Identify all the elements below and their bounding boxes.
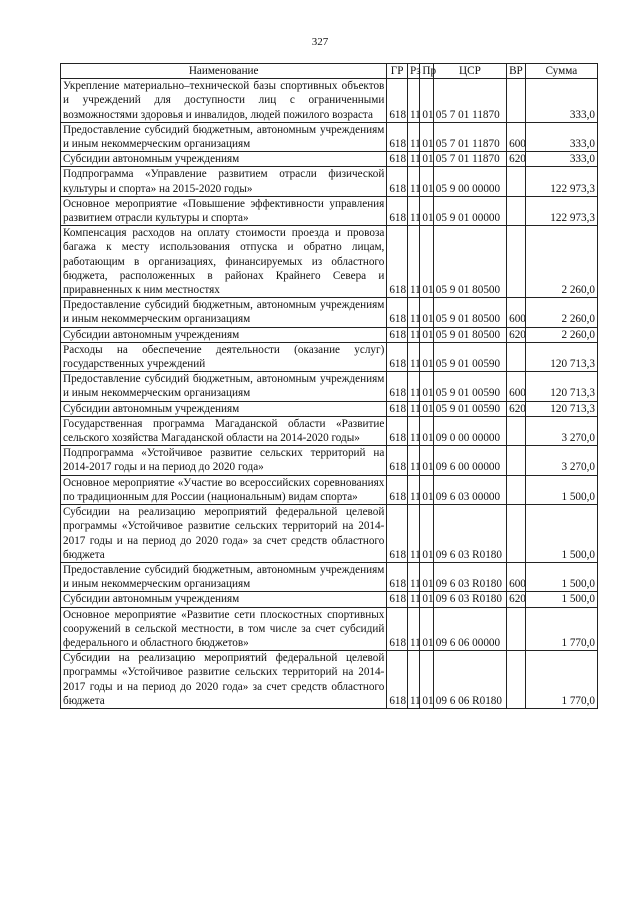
cell-pr: 01 — [420, 167, 433, 196]
cell-pr: 01 — [420, 416, 433, 445]
cell-pr: 01 — [420, 475, 433, 504]
table-row — [61, 651, 598, 709]
cell-rz: 11 — [407, 607, 419, 651]
cell-vr: 600 — [507, 298, 526, 327]
cell-rz: 11 — [407, 592, 419, 607]
cell-sum: 1 500,0 — [525, 592, 597, 607]
cell-name: Основное мероприятие «Повышение эффективности управления развитием отрасли культуры и спорта» — [61, 196, 387, 225]
cell-rz: 11 — [407, 79, 419, 123]
cell-pr: 01 — [420, 592, 433, 607]
cell-rz: 11 — [407, 152, 419, 167]
cell-csr: 05 9 01 80500 — [433, 298, 506, 327]
header-gr: ГР — [387, 64, 408, 79]
cell-name: Государственная программа Магаданской области «Развитие сельского хозяйства Магаданской области на 2014-2020 годы» — [61, 416, 387, 445]
cell-sum: 333,0 — [525, 152, 597, 167]
cell-vr — [507, 342, 526, 371]
cell-sum: 333,0 — [525, 79, 597, 123]
cell-gr: 618 — [387, 475, 408, 504]
cell-sum: 1 770,0 — [525, 651, 597, 709]
cell-csr: 09 6 00 00000 — [433, 446, 506, 475]
table-row — [61, 372, 598, 401]
cell-vr: 600 — [507, 562, 526, 591]
cell-vr: 620 — [507, 592, 526, 607]
table-row — [61, 475, 598, 504]
table-row — [61, 167, 598, 196]
cell-pr: 01 — [420, 651, 433, 709]
budget-table — [60, 63, 598, 709]
cell-pr: 01 — [420, 505, 433, 563]
cell-rz: 11 — [407, 401, 419, 416]
cell-pr: 01 — [420, 196, 433, 225]
cell-rz: 11 — [407, 651, 419, 709]
cell-vr — [507, 505, 526, 563]
cell-vr — [507, 167, 526, 196]
cell-name: Субсидии автономным учреждениям — [61, 152, 387, 167]
cell-csr: 05 9 01 80500 — [433, 226, 506, 298]
cell-vr — [507, 226, 526, 298]
cell-gr: 618 — [387, 79, 408, 123]
table-row — [61, 607, 598, 651]
cell-rz: 11 — [407, 562, 419, 591]
cell-vr — [507, 475, 526, 504]
cell-gr: 618 — [387, 446, 408, 475]
cell-csr: 09 6 03 R0180 — [433, 562, 506, 591]
cell-rz: 11 — [407, 226, 419, 298]
cell-name: Предоставление субсидий бюджетным, автономным учреждениям и иным некоммерческим организациям — [61, 562, 387, 591]
cell-gr: 618 — [387, 401, 408, 416]
cell-sum: 1 500,0 — [525, 562, 597, 591]
cell-csr: 05 9 01 00590 — [433, 342, 506, 371]
cell-name: Расходы на обеспечение деятельности (оказание услуг) государственных учреждений — [61, 342, 387, 371]
cell-gr: 618 — [387, 342, 408, 371]
cell-rz: 11 — [407, 446, 419, 475]
cell-csr: 05 7 01 11870 — [433, 152, 506, 167]
cell-pr: 01 — [420, 152, 433, 167]
cell-rz: 11 — [407, 416, 419, 445]
cell-gr: 618 — [387, 607, 408, 651]
cell-gr: 618 — [387, 196, 408, 225]
header-pr: Пр — [420, 64, 433, 79]
cell-vr: 620 — [507, 401, 526, 416]
cell-gr: 618 — [387, 167, 408, 196]
cell-pr: 01 — [420, 446, 433, 475]
cell-pr: 01 — [420, 226, 433, 298]
cell-rz: 11 — [407, 475, 419, 504]
cell-name: Предоставление субсидий бюджетным, автономным учреждениям и иным некоммерческим организациям — [61, 298, 387, 327]
header-name: Наименование — [61, 64, 387, 79]
cell-rz: 11 — [407, 122, 419, 151]
cell-rz: 11 — [407, 196, 419, 225]
table-row — [61, 152, 598, 167]
cell-gr: 618 — [387, 562, 408, 591]
cell-gr: 618 — [387, 226, 408, 298]
cell-rz: 11 — [407, 167, 419, 196]
cell-vr — [507, 79, 526, 123]
cell-rz: 11 — [407, 327, 419, 342]
cell-pr: 01 — [420, 342, 433, 371]
cell-name: Укрепление материально–технической базы спортивных объектов и учреждений для доступности лиц с ограниченными возможностями здоровья и инвалидов, людей пожилого возраста — [61, 79, 387, 123]
cell-pr: 01 — [420, 562, 433, 591]
header-csr: ЦСР — [433, 64, 506, 79]
cell-vr: 600 — [507, 122, 526, 151]
table-row — [61, 592, 598, 607]
cell-csr: 05 7 01 11870 — [433, 122, 506, 151]
cell-gr: 618 — [387, 298, 408, 327]
table-body — [61, 79, 598, 709]
cell-rz: 11 — [407, 505, 419, 563]
table-row — [61, 327, 598, 342]
header-sum: Сумма — [525, 64, 597, 79]
cell-gr: 618 — [387, 122, 408, 151]
cell-name: Субсидии автономным учреждениям — [61, 592, 387, 607]
table-row — [61, 196, 598, 225]
cell-sum: 2 260,0 — [525, 226, 597, 298]
cell-name: Компенсация расходов на оплату стоимости проезда и провоза багажа к месту использования отпуска и обратно лицам, работающим в организациях, финансируемых из областного бюджета, расположенных в районах Крайнего Севера и приравненных к ним местностях — [61, 226, 387, 298]
table-row — [61, 401, 598, 416]
cell-csr: 09 6 06 00000 — [433, 607, 506, 651]
cell-csr: 05 9 01 80500 — [433, 327, 506, 342]
cell-sum: 1 770,0 — [525, 607, 597, 651]
cell-vr — [507, 416, 526, 445]
cell-sum: 120 713,3 — [525, 342, 597, 371]
cell-name: Основное мероприятие «Участие во всероссийских соревнованиях по традиционным для России (национальным) видам спорта» — [61, 475, 387, 504]
cell-name: Субсидии автономным учреждениям — [61, 401, 387, 416]
cell-gr: 618 — [387, 327, 408, 342]
table-row — [61, 562, 598, 591]
cell-csr: 09 6 06 R0180 — [433, 651, 506, 709]
cell-csr: 05 9 01 00590 — [433, 372, 506, 401]
cell-vr: 620 — [507, 327, 526, 342]
cell-pr: 01 — [420, 298, 433, 327]
cell-name: Предоставление субсидий бюджетным, автономным учреждениям и иным некоммерческим организациям — [61, 372, 387, 401]
cell-rz: 11 — [407, 372, 419, 401]
cell-vr — [507, 196, 526, 225]
cell-pr: 01 — [420, 607, 433, 651]
cell-pr: 01 — [420, 79, 433, 123]
cell-rz: 11 — [407, 342, 419, 371]
cell-pr: 01 — [420, 401, 433, 416]
cell-csr: 05 9 01 00000 — [433, 196, 506, 225]
cell-rz: 11 — [407, 298, 419, 327]
cell-name: Подпрограмма «Управление развитием отрасли физической культуры и спорта» на 2015-2020 годы» — [61, 167, 387, 196]
table-row — [61, 416, 598, 445]
cell-name: Субсидии на реализацию мероприятий федеральной целевой программы «Устойчивое развитие сельских территорий на 2014-2017 годы и на период до 2020 года» за счет средств областного бюджета — [61, 505, 387, 563]
cell-sum: 2 260,0 — [525, 298, 597, 327]
cell-vr — [507, 607, 526, 651]
cell-sum: 1 500,0 — [525, 475, 597, 504]
table-header-row — [61, 64, 598, 79]
cell-gr: 618 — [387, 505, 408, 563]
cell-csr: 09 6 03 00000 — [433, 475, 506, 504]
table-row — [61, 298, 598, 327]
table-row — [61, 505, 598, 563]
cell-gr: 618 — [387, 152, 408, 167]
cell-sum: 2 260,0 — [525, 327, 597, 342]
cell-name: Субсидии автономным учреждениям — [61, 327, 387, 342]
page-number: 327 — [311, 36, 329, 48]
cell-gr: 618 — [387, 592, 408, 607]
cell-vr — [507, 446, 526, 475]
cell-vr: 600 — [507, 372, 526, 401]
cell-sum: 1 500,0 — [525, 505, 597, 563]
header-vr: ВР — [507, 64, 526, 79]
cell-pr: 01 — [420, 327, 433, 342]
cell-gr: 618 — [387, 372, 408, 401]
cell-vr — [507, 651, 526, 709]
cell-csr: 09 6 03 R0180 — [433, 505, 506, 563]
table-row — [61, 342, 598, 371]
cell-name: Предоставление субсидий бюджетным, автономным учреждениям и иным некоммерческим организациям — [61, 122, 387, 151]
cell-csr: 05 9 01 00590 — [433, 401, 506, 416]
table-row — [61, 446, 598, 475]
cell-csr: 05 9 00 00000 — [433, 167, 506, 196]
cell-gr: 618 — [387, 416, 408, 445]
cell-pr: 01 — [420, 122, 433, 151]
cell-sum: 120 713,3 — [525, 401, 597, 416]
cell-sum: 3 270,0 — [525, 416, 597, 445]
table-row — [61, 122, 598, 151]
cell-csr: 05 7 01 11870 — [433, 79, 506, 123]
cell-gr: 618 — [387, 651, 408, 709]
cell-name: Подпрограмма «Устойчивое развитие сельских территорий на 2014-2017 годы и на период до 2020 года» — [61, 446, 387, 475]
cell-sum: 122 973,3 — [525, 196, 597, 225]
table-row — [61, 79, 598, 123]
cell-sum: 333,0 — [525, 122, 597, 151]
cell-csr: 09 6 03 R0180 — [433, 592, 506, 607]
table-row — [61, 226, 598, 298]
cell-name: Субсидии на реализацию мероприятий федеральной целевой программы «Устойчивое развитие сельских территорий на 2014-2017 годы и на период до 2020 года» за счет средств областного бюджета — [61, 651, 387, 709]
cell-sum: 3 270,0 — [525, 446, 597, 475]
cell-name: Основное мероприятие «Развитие сети плоскостных спортивных сооружений в сельской местности, в том числе за счет субсидий федерального и областного бюджетов» — [61, 607, 387, 651]
cell-vr: 620 — [507, 152, 526, 167]
header-rz: Рз — [407, 64, 419, 79]
cell-sum: 120 713,3 — [525, 372, 597, 401]
cell-pr: 01 — [420, 372, 433, 401]
cell-sum: 122 973,3 — [525, 167, 597, 196]
cell-csr: 09 0 00 00000 — [433, 416, 506, 445]
